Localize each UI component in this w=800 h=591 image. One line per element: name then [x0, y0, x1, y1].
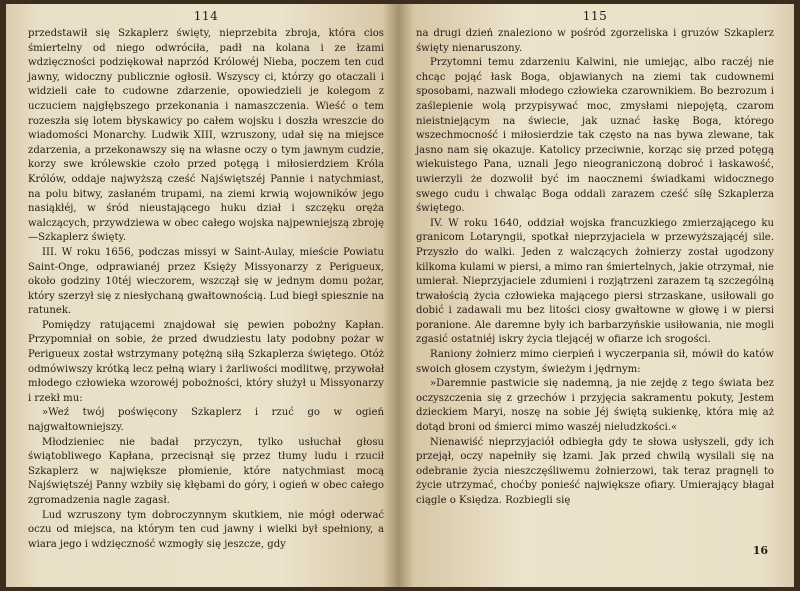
paragraph: Pomiędzy ratującemi znajdował się pewien pobożny Kapłan. Przypomniał on sobie, że przed dwudziestu laty podobny pożar w Perigueux został wstrzymany potężną siłą Szkaplerza świętego. Otóż odmówiwszy krótką lecz pełną wiary i żarliwości modlitwę, przywołał młodego człowieka wzorowéj pobożności, który służył u Missyonarzy i rzekł mu: [28, 319, 384, 404]
paragraph: Młodzieniec nie badał przyczyn, tylko usłuchał głosu świątobliwego Kapłana, przecisnął się przez tłumy ludu i rzucił Szkaplerz w największe płomienie, które natychmiast mocą Najświętszéj Panny wzbiły się kłębami do góry, i ogień w obec całego zgromadzenia nagle zagasł. [28, 436, 384, 506]
paragraph: na drugi dzień znaleziono w pośród zgorzeliska i gruzów Szkaplerz święty nienaruszony. [416, 28, 774, 54]
paragraph: III. W roku 1656, podczas missyi w Saint-Aulay, mieście Powiatu Saint-Onge, odprawianéj przez Księży Missyonarzy z Perigueux, około godziny 10téj wieczorem, wszczął się w jednym domu pożar, który szerzył się z niesłychaną gwałtownością. Lud biegł spiesznie na ratunek. [28, 246, 384, 317]
left-page [6, 4, 398, 587]
signature-mark: 16 [752, 544, 768, 557]
paragraph: Przytomni temu zdarzeniu Kalwini, nie umiejąc, albo raczéj nie chcąc pojąć łask Boga, objawianych na ziemi tak cudownemi sposobami, nazwali młodego człowieka czarownikiem. Bo bezrozum i zaślepienie wolą przypisywać moc, zmysłami niepojętą, czarom nieistniejącym na świecie, jak uznać łaskę Boga, którego wszechmocność i miłosierdzie tak często na nas bywa zlewane, tak jasno nam się okazuje. Katolicy przeciwnie, korząc się przed potęgą wiekuistego Pana, uznali Jego nieograniczoną dobroć i łaskawość, uwierzyli że dozwolił być im naocznemi świadkami widocznego swego cudu i chwaląc Boga oddali zarazem cześć síłę Szkaplerza świętego. [416, 57, 774, 215]
paragraph: Nienawiść nieprzyjaciół odbiegła gdy te słowa usłyszeli, gdy ich przejął, oczy napełniły się łzami. Jak przed chwilą wysilali się na odebranie życia nieszczęśliwemu żołnierzowi, tak teraz pragnęli to życie utrzymać, choćby ponieść największe ofiary. Umierający błagał ciągle o Księdza. Rozbiegli się [416, 436, 774, 506]
paragraph: Lud wzruszony tym dobroczynnym skutkiem, nie mógł oderwać oczu od miejsca, na którym ten cud jawny i wielki był spełniony, a wiara jego i wdzięczność wzmogły się jeszcze, gdy [28, 509, 384, 550]
paragraph: IV. W roku 1640, oddział wojska francuzkiego zmierzającego ku granicom Lotaryngii, spotkał nieprzyjaciela w przewyższającéj sile. Przyszło do walki. Jeden z walczących żołnierzy został ugodzony kilkoma kulami w piersi, a mimo ran śmiertelnych, jakie otrzymał, nie umierał. Nieprzyjaciele zdumieni i rozjątrzeni zarazem tą szczególną trwałością życia człowieka mającego piersi strzaskane, usiłowali go dobić i zadawali mu bez litości ciosy gwałtowne w głowę i w piersi poranione. Ale daremne były ich barbarzyńskie usiłowania, nie mogli zgasić ostatniéj iskry życia tlejącéj w ofiarze ich srogości. [416, 217, 774, 346]
right-page [398, 4, 794, 587]
left-page-body [28, 27, 384, 552]
paragraph: Raniony żołnierz mimo cierpień i wyczerpania sił, mówił do katów swoich głosem czystym, świeżym i jędrnym: [416, 349, 774, 375]
right-page-body [416, 27, 774, 509]
paragraph: »Daremnie pastwicie się nademną, ja nie zejdę z tego świata bez oczyszczenia się z grzechów i przyjęcia sakramentu pokuty, Jestem dzieckiem Maryi, noszę na sobie Jéj świętą sukienkę, która mię aż dotąd broni od śmierci mimo waszéj nieludzkości.« [416, 378, 774, 434]
book-spread [6, 4, 794, 587]
page-number-left: 114 [193, 9, 219, 23]
paragraph: przedstawił się Szkaplerz święty, nieprzebita zbroja, która cios śmiertelny od niego odwróciła, padł na kolana i ze łzami wdzięczności podziękował naprzód Królowéj Nieba, poczem ten cud jawny, widoczny publicznie ogłosił. Wszyscy ci, którzy go otaczali i widzieli całe to cudowne zdarzenie, opowiedzieli je kolegom z uczuciem najgłębszego przekonania i namaszczenia. Wieść o tem rozeszła się lotem błyskawicy po całem wojsku i doszła wreszcie do wiadomości Monarchy. Ludwik XIII, wzruszony, udał się na miejsce zdarzenia, a przekonawszy się na własne oczy o tym jawnym cudzie, korzy swe królewskie czoło przed potęgą i miłosierdziem Króla Królów, oddaje najwyższą cześć Najświętszéj Pannie i natychmiast, na polu bitwy, zasłaném trupami, na ziemi krwią wojowników jego nasiąkłéj, w śród nieustającego huku dział i szczęku oręża walczących, przywdziewa w obec całego wojska najpewniejszą zbroję—Szkaplerz święty. [28, 28, 384, 244]
paragraph: »Weź twój poświęcony Szkaplerz i rzuć go w ogień najgwałtowniejszy. [28, 407, 384, 434]
page-number-right: 115 [582, 9, 608, 23]
